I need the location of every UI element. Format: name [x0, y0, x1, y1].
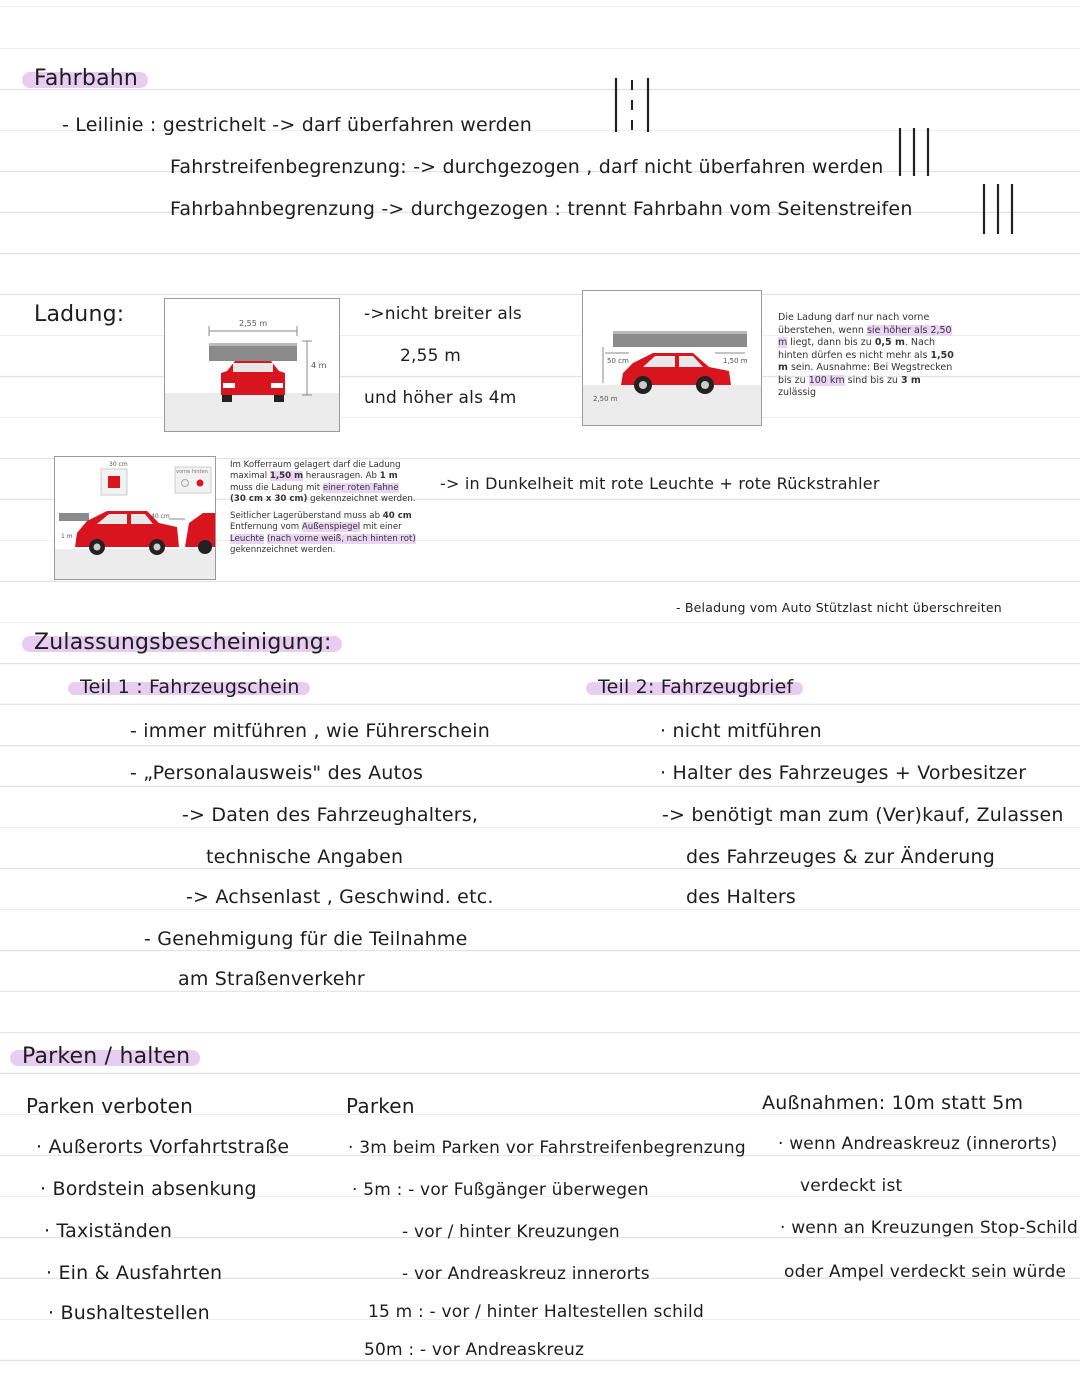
width-label: 2,55 m	[239, 319, 268, 328]
teil1-line-7: am Straßenverkehr	[178, 968, 365, 990]
leitlinie-symbol-icon	[608, 74, 656, 138]
teil1-title: Teil 1 : Fahrzeugschein	[80, 676, 300, 698]
parken-line-1: · 3m beim Parken vor Fahrstreifenbegrenzung	[348, 1138, 746, 1158]
fahrstreifenbegrenzung-text: Fahrstreifenbegrenzung: -> durchgezogen , darf nicht überfahren werden	[170, 156, 884, 178]
ladung-note-stuetzlast: - Beladung vom Auto Stützlast nicht überschreiten	[676, 600, 1002, 615]
parken-line-4: - vor Andreaskreuz innerorts	[402, 1264, 650, 1284]
ladung-note-dunkelheit: -> in Dunkelheit mit rote Leuchte + rote Rückstrahler	[440, 474, 880, 493]
ladung-trunk-diagram	[54, 456, 216, 580]
label-150m: 1,50 m	[723, 357, 748, 365]
teil2-line-5: des Halters	[686, 886, 796, 908]
teil2-line-4: des Fahrzeuges & zur Änderung	[686, 846, 996, 868]
teil2-line-1: · nicht mitführen	[660, 720, 822, 742]
verboten-item-3: · Taxiständen	[44, 1220, 173, 1242]
ladung-note-3: und höher als 4m	[364, 388, 517, 408]
parken-verboten-title: Parken verboten	[26, 1094, 193, 1118]
fahrstreifenbegrenzung-symbol-icon	[894, 124, 938, 180]
car-front-icon	[221, 361, 285, 402]
label-1m: 1 m	[61, 533, 73, 540]
verboten-item-1: · Außerorts Vorfahrtstraße	[36, 1136, 290, 1158]
parken-line-6: 50m : - vor Andreaskreuz	[364, 1340, 585, 1360]
section-title-zulassung: Zulassungsbescheinigung:	[34, 630, 332, 655]
ladung-info-text-2: Die Ladung darf nur nach vorne überstehen, wenn sie höher als 2,50 m liegt, dann bis zu 0,5 m. Nach hinten dürfen es nicht mehr als 1,50 m sein. Ausnahme: Bei Wegstrecken bis zu 100 km sind bis zu 3 m zulässig	[778, 312, 954, 398]
label-40cm: 40 cm	[151, 513, 170, 520]
ladung-info-text-3: Im Kofferraum gelagert darf die Ladung maximal 1,50 m herausragen. Ab 1 m muss die Ladung mit einer roten Fahne (30 cm x 30 cm) gekennzeichnet werden. Seitlicher Lagerüberstand muss ab 40 cm Entfernung vom Außenspiegel mit einer Leuchte (nach vorne weiß, nach hinten rot) gekennzeichnet werden.	[230, 460, 416, 556]
car-trunk-icon	[75, 511, 215, 555]
ausnahmen-line-1: · wenn Andreaskreuz (innerorts)	[778, 1134, 1058, 1154]
ausnahmen-line-2: verdeckt ist	[800, 1176, 903, 1196]
verboten-item-2: · Bordstein absenkung	[40, 1178, 257, 1200]
label-30cm: 30 cm	[109, 461, 128, 468]
height-label: 4 m	[311, 361, 327, 370]
parken-line-3: - vor / hinter Kreuzungen	[402, 1222, 620, 1242]
teil1-line-3: -> Daten des Fahrzeughalters,	[182, 804, 479, 826]
teil1-line-4: technische Angaben	[206, 846, 404, 868]
ausnahmen-line-3: · wenn an Kreuzungen Stop-Schild	[780, 1218, 1078, 1238]
teil2-line-2: · Halter des Fahrzeuges + Vorbesitzer	[660, 762, 1027, 784]
parken-line-5: 15 m : - vor / hinter Haltestellen schild	[368, 1302, 704, 1322]
teil1-line-5: -> Achsenlast , Geschwind. etc.	[186, 886, 494, 908]
section-title-ladung: Ladung:	[34, 302, 125, 327]
ausnahmen-title: Außnahmen: 10m statt 5m	[762, 1092, 1024, 1114]
teil1-line-6: - Genehmigung für die Teilnahme	[144, 928, 468, 950]
label-50cm: 50 cm	[607, 357, 629, 365]
ladung-note-2: 2,55 m	[400, 346, 462, 366]
teil2-line-3: -> benötigt man zum (Ver)kauf, Zulassen	[662, 804, 1064, 826]
teil1-line-1: - immer mitführen , wie Führerschein	[130, 720, 490, 742]
leitlinie-text: - Leilinie : gestrichelt -> darf überfahren werden	[62, 114, 532, 136]
section-title-parken: Parken / halten	[22, 1044, 191, 1069]
ladung-width-diagram	[164, 298, 340, 432]
ladung-note-1: ->nicht breiter als	[364, 304, 522, 324]
parken-line-2: · 5m : - vor Fußgänger überwegen	[352, 1180, 649, 1200]
verboten-item-5: · Bushaltestellen	[48, 1302, 210, 1324]
parken-title: Parken	[346, 1094, 415, 1118]
car-side-icon	[621, 353, 731, 394]
ladung-overhang-diagram	[582, 290, 762, 426]
fahrbahnbegrenzung-text: Fahrbahnbegrenzung -> durchgezogen : trennt Fahrbahn vom Seitenstreifen	[170, 198, 913, 220]
lamp-labels: vorne hinten	[176, 469, 208, 475]
label-250m: 2,50 m	[593, 395, 618, 403]
teil1-line-2: - „Personalausweis" des Autos	[130, 762, 424, 784]
section-title-fahrbahn: Fahrbahn	[34, 66, 139, 91]
ausnahmen-line-4: oder Ampel verdeckt sein würde	[784, 1262, 1067, 1282]
teil2-title: Teil 2: Fahrzeugbrief	[598, 676, 794, 698]
fahrbahnbegrenzung-symbol-icon	[978, 180, 1022, 238]
verboten-item-4: · Ein & Ausfahrten	[46, 1262, 223, 1284]
